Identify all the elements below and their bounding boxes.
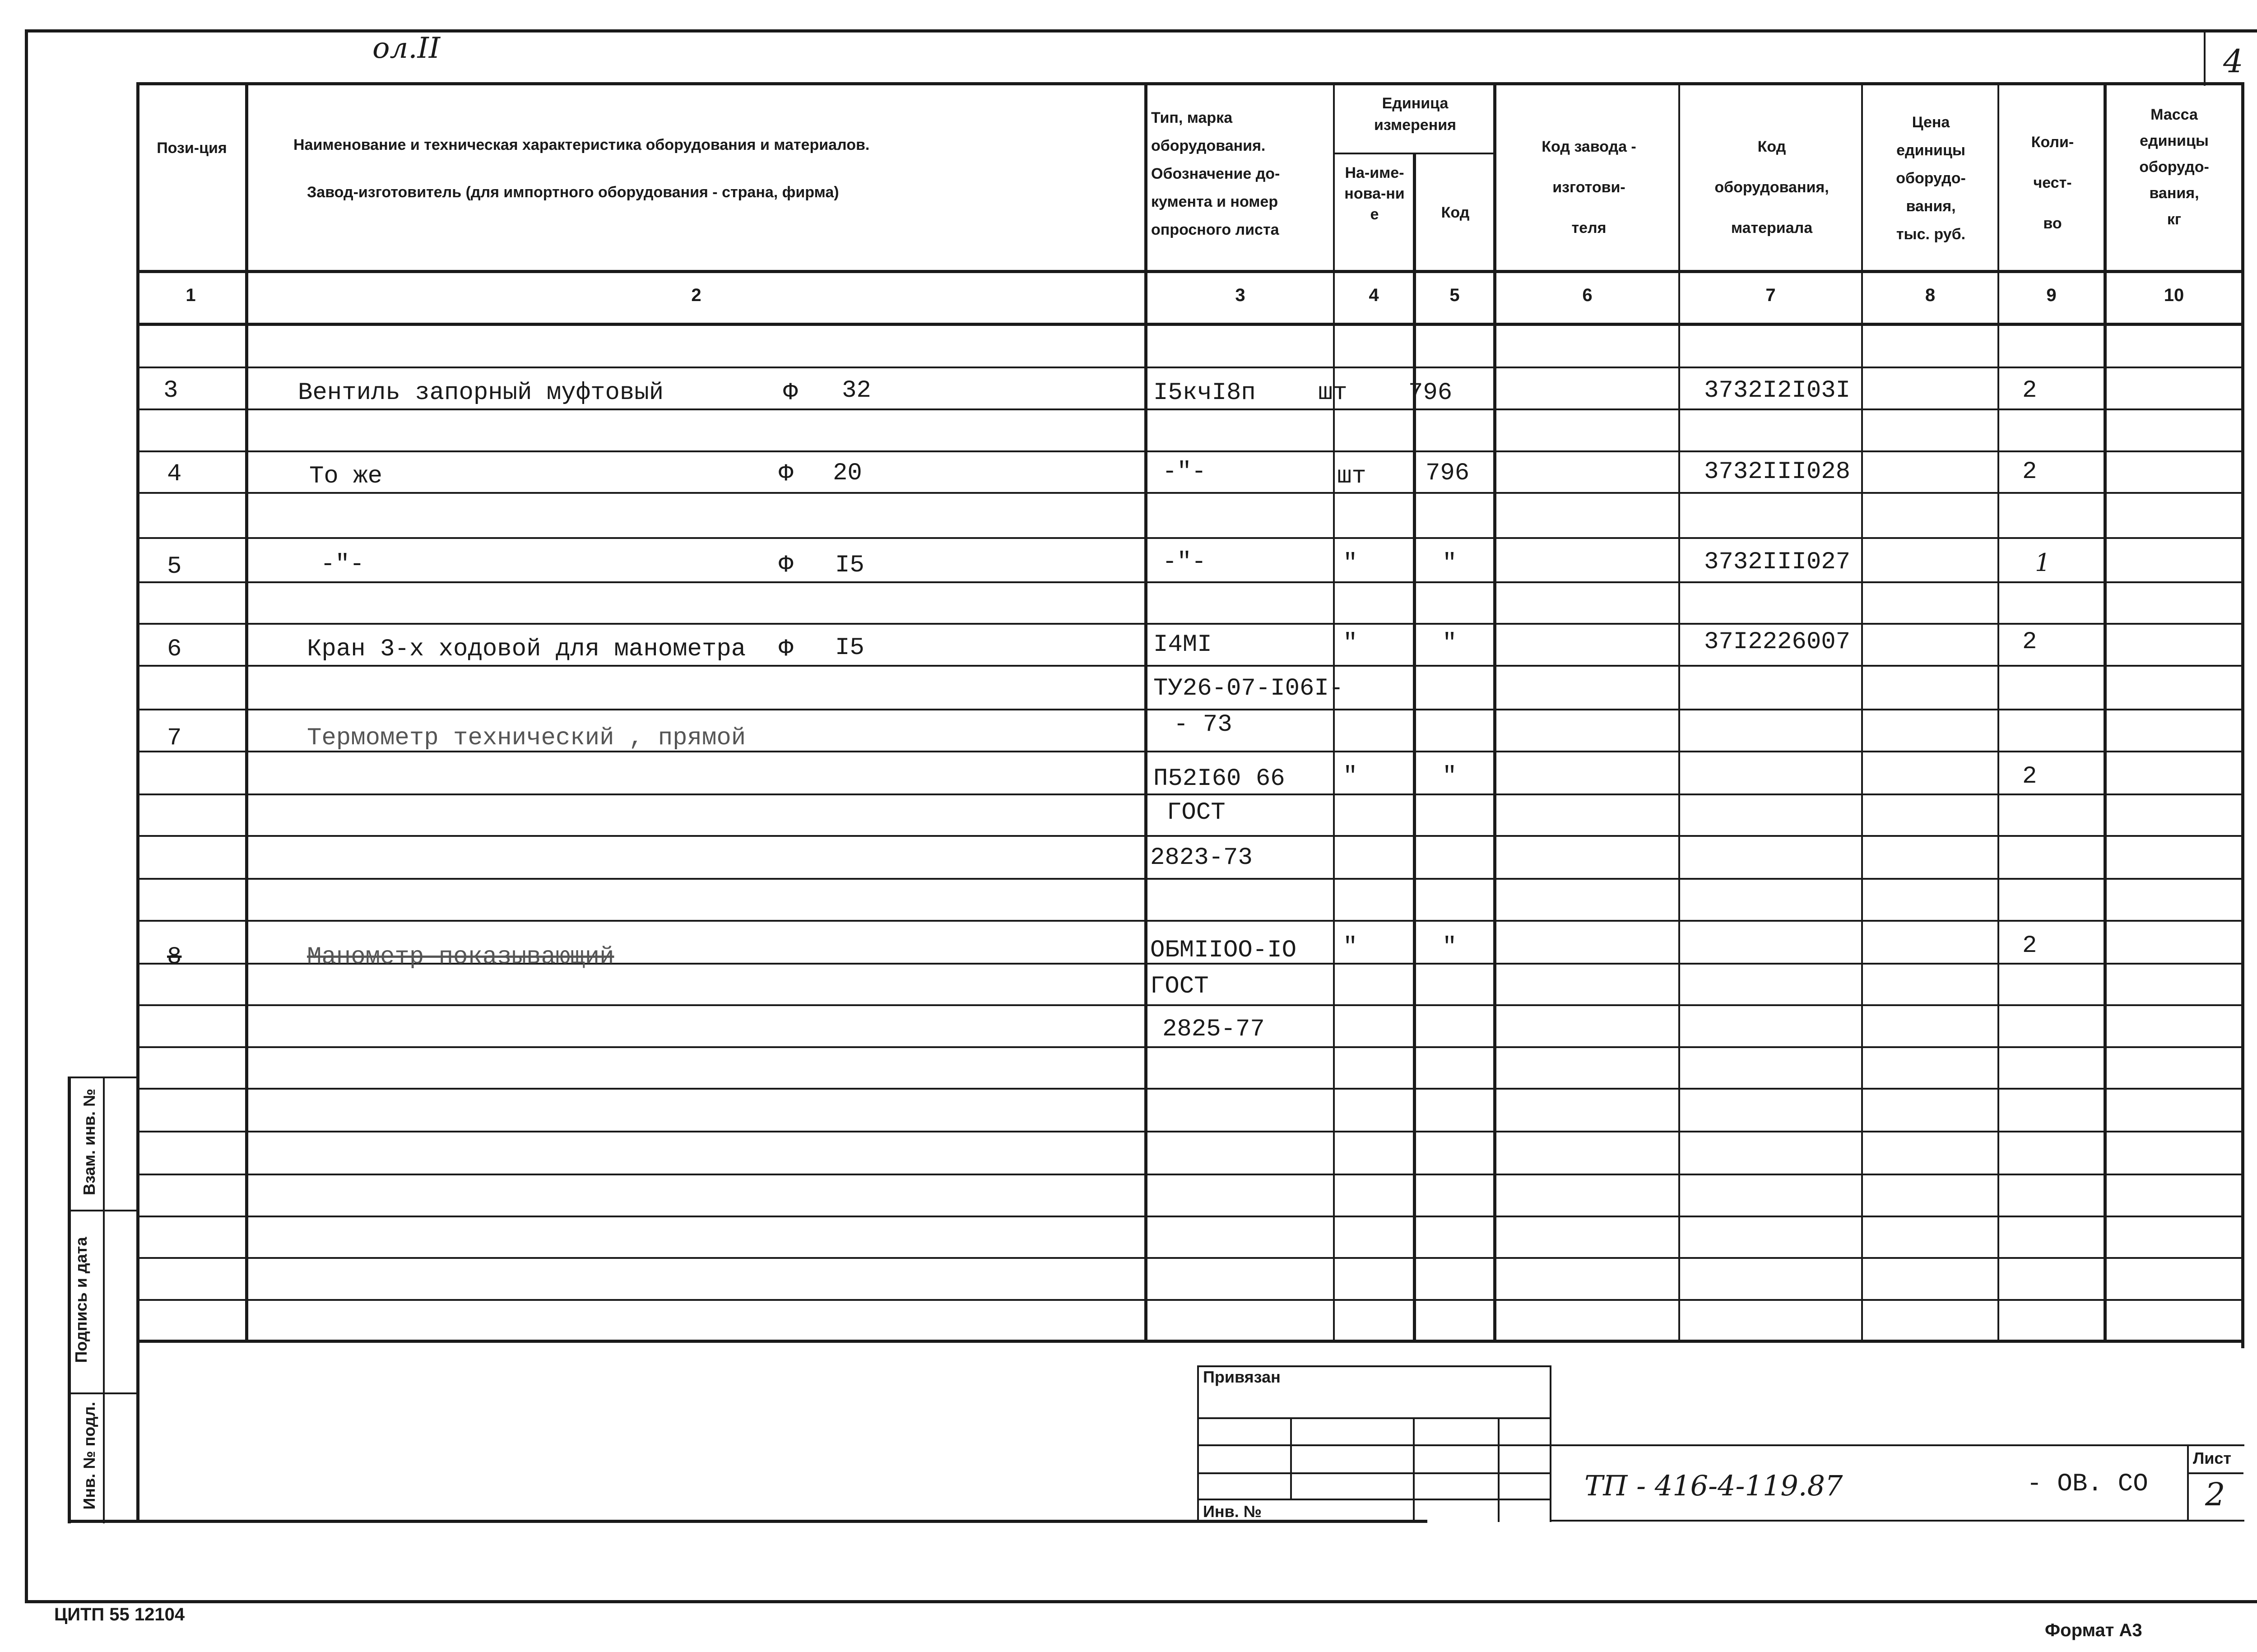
corner-box-left bbox=[2204, 29, 2206, 86]
col-line-2 bbox=[1144, 82, 1147, 1341]
side-label-signature-date: Подпись и дата bbox=[72, 1237, 90, 1363]
frame-top bbox=[25, 29, 2257, 32]
col-line-6 bbox=[1678, 82, 1680, 1341]
side-label-replace-inv: Взам. инв. № bbox=[80, 1088, 98, 1196]
header-col9: Коли- чест- во bbox=[2031, 134, 2074, 232]
frame-left bbox=[25, 29, 28, 1603]
sheet-label: Лист bbox=[2193, 1449, 2232, 1467]
header-col8: Цена единицы оборудо- вания, тыс. руб. bbox=[1896, 114, 1966, 243]
header-col7: Код оборудования, материала bbox=[1714, 138, 1829, 237]
header-col5: Код bbox=[1441, 204, 1470, 221]
header-col6: Код завода - изготови- теля bbox=[1542, 138, 1636, 237]
header-col4: На-име-нова-ние bbox=[1344, 164, 1405, 223]
colnum-bottom bbox=[136, 323, 2244, 326]
sheet-number: 2 bbox=[2205, 1476, 2225, 1513]
frame-bottom bbox=[25, 1600, 2257, 1603]
header-col10: Масса единицы оборудо- вания, кг bbox=[2139, 106, 2209, 228]
doc-suffix: - ОВ. СО bbox=[2027, 1469, 2148, 1498]
col-line-3 bbox=[1333, 82, 1335, 1341]
doc-code: ТП - 416-4-119.87 bbox=[1584, 1469, 1843, 1502]
header-col2-line2: Завод-изготовитель (для импортного оборудования - страна, фирма) bbox=[307, 184, 839, 201]
header-unit-group: Единица измерения bbox=[1374, 95, 1456, 134]
header-bottom bbox=[136, 270, 2244, 273]
inv-label: Инв. № bbox=[1203, 1502, 1262, 1521]
side-label-inv-orig: Инв. № подл. bbox=[80, 1401, 98, 1510]
table-top-border bbox=[136, 82, 2244, 85]
bound-label: Привязан bbox=[1203, 1368, 1281, 1386]
print-code: ЦИТП 55 12104 bbox=[54, 1605, 185, 1624]
header-col2-line1: Наименование и техническая характеристика оборудования и материалов. bbox=[293, 136, 870, 153]
col-line-8 bbox=[1997, 82, 1999, 1341]
header-col3: Тип, марка оборудования. Обозначение до- кумента и номер опросного листа bbox=[1151, 109, 1280, 238]
col-line-7 bbox=[1861, 82, 1863, 1341]
corner-number: 4 bbox=[2223, 43, 2243, 80]
col-line-9 bbox=[2104, 82, 2107, 1341]
col-line-1 bbox=[245, 82, 248, 1341]
header-col1: Пози-ция bbox=[157, 139, 227, 157]
top-mark: ол.II bbox=[372, 32, 441, 65]
col-line-4 bbox=[1413, 153, 1416, 1341]
col-line-5 bbox=[1493, 82, 1496, 1341]
format-label: Формат А3 bbox=[2045, 1620, 2142, 1640]
